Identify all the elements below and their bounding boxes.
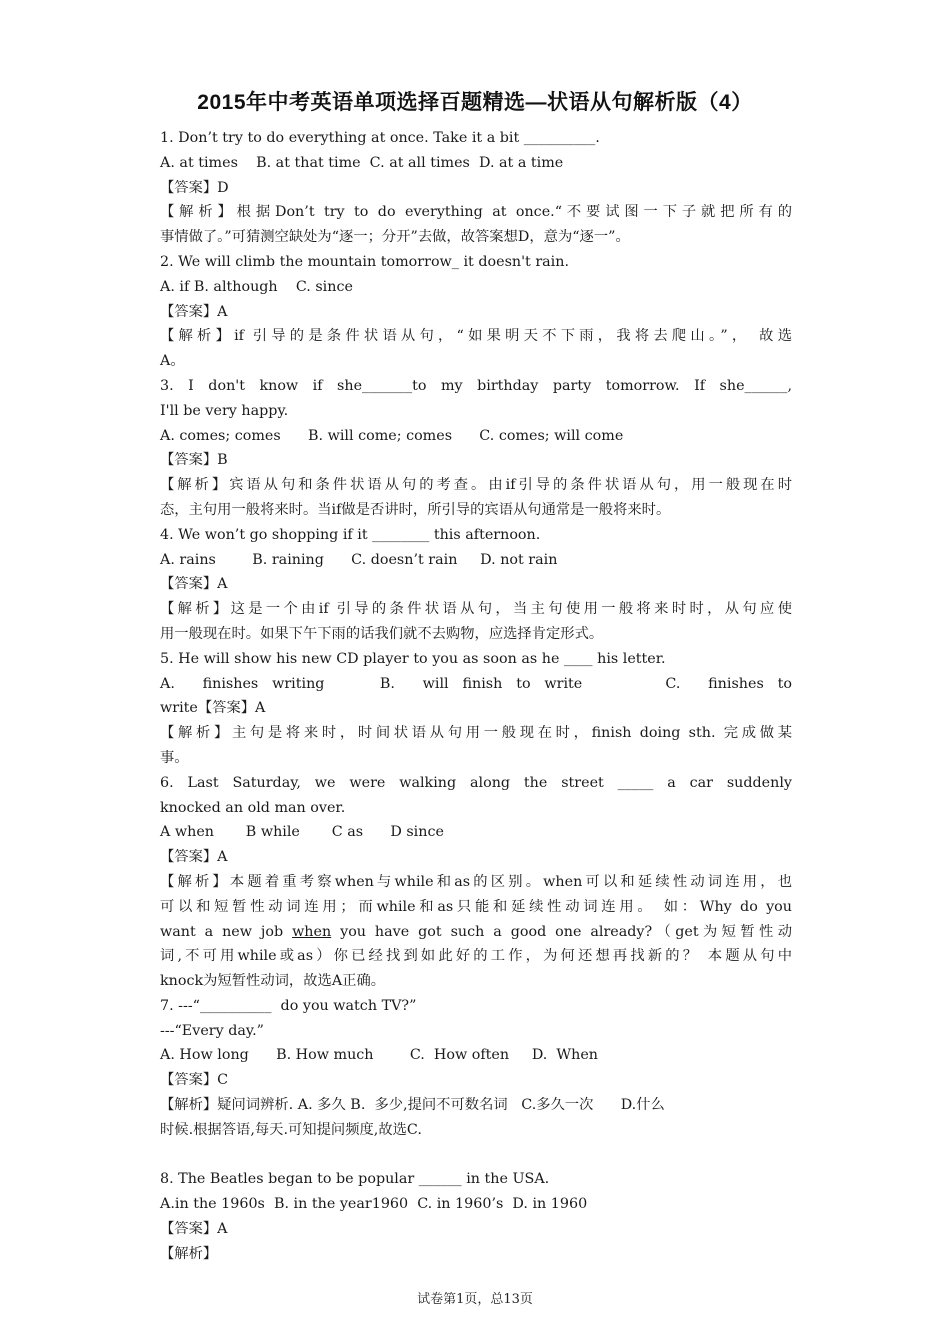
question-6-stem-line-2: knocked an old man over.	[160, 799, 346, 816]
question-5-options-line-2: write【答案】A	[160, 700, 266, 717]
spacer	[160, 1143, 792, 1168]
question-6-options: A when B while C as D since	[160, 824, 444, 841]
question-2-options: A. if B. although C. since	[160, 278, 353, 295]
question-4-options: A. rains B. raining C. doesn’t rain D. not rain	[160, 551, 558, 568]
question-1-analysis-line-2: 事情做了。”可猜测空缺处为“逐一；分开”去做，故答案想D，意为“逐一”。	[160, 229, 630, 246]
question-7-analysis-line-2: 时候.根据答语,每天.可知提问频度,故选C.	[160, 1121, 422, 1138]
analysis-text: you have got such a good one already?（get为短暂性动	[331, 923, 792, 940]
question-5-options-text: A. finishes writing B. will finish to write C. finishes to	[160, 675, 792, 692]
question-3-analysis-line-2: 态，主句用一般将来时。当if做是否讲时，所引导的宾语从句通常是一般将来时。	[160, 501, 671, 518]
question-3-analysis-line-1: 【解析】宾语从句和条件状语从句的考查。由if引导的条件状语从句，用一般现在时	[160, 477, 792, 494]
question-1-answer: 【答案】D	[160, 179, 229, 196]
question-8-analysis-line-1: 【解析】	[160, 1245, 218, 1262]
question-6-answer: 【答案】A	[160, 849, 228, 866]
question-6-analysis-line-5: knock为短暂性动词，故选A正确。	[160, 973, 386, 990]
question-7-analysis-line-1: 【解析】疑问词辨析. A. 多久 B. 多少,提问不可数名词 C.多久一次 D.什么	[160, 1097, 665, 1114]
question-5-options	[160, 672, 792, 697]
question-8-answer: 【答案】A	[160, 1221, 228, 1238]
question-1-stem: 1. Don’t try to do everything at once. Take it a bit __________.	[160, 130, 600, 146]
question-2-analysis-line-1: 【解析】if 引导的是条件状语从句，“如果明天不下雨，我将去爬山。”， 故选	[160, 328, 792, 345]
question-4-stem: 4. We won’t go shopping if it ________ this afternoon.	[160, 526, 541, 543]
page-footer: 试卷第1页，总13页	[417, 1292, 533, 1307]
question-8-options: A.in the 1960s B. in the year1960 C. in 1960’s D. in 1960	[160, 1196, 588, 1213]
question-7-options: A. How long B. How much C. How often D. When	[160, 1047, 598, 1064]
question-6-stem-line-1: 6. Last Saturday, we were walking along the street _____ a car suddenly	[160, 774, 792, 791]
document-title: 2015年中考英语单项选择百题精选—状语从句解析版（4）	[197, 91, 753, 114]
question-4-analysis-line-1: 【解析】这是一个由if 引导的条件状语从句，当主句使用一般将来时时，从句应使	[160, 601, 792, 618]
question-2-answer: 【答案】A	[160, 303, 228, 320]
question-5-analysis-line-2: 事。	[160, 749, 189, 766]
question-7-stem-line-1: 7. ---“__________ do you watch TV?”	[160, 997, 417, 1014]
question-7-answer: 【答案】C	[160, 1072, 229, 1089]
question-6-analysis-line-4: 词,不可用while或as）你已经找到如此好的工作，为何还想再找新的？ 本题从句中	[160, 948, 792, 965]
question-1-analysis-line-1: 【解析】根据Don’t try to do everything at once.“不要试图一下子就把所有的	[160, 204, 792, 221]
question-6-analysis-line-2: 可以和短暂性动词连用；而while和as只能和延续性动词连用。 如：Why do you	[160, 898, 792, 915]
analysis-text: want a new job	[160, 923, 293, 940]
question-2-stem: 2. We will climb the mountain tomorrow_ it doesn't rain.	[160, 253, 570, 270]
question-4-answer: 【答案】A	[160, 576, 228, 593]
question-2-analysis-line-2: A。	[160, 353, 185, 370]
question-list	[160, 126, 792, 1267]
question-3-stem-line-2: I'll be very happy.	[160, 402, 289, 419]
question-3-stem-line-1: 3. I don't know if she_______to my birthday party tomorrow. If she______,	[160, 377, 792, 394]
question-6-analysis-line-3	[160, 920, 792, 945]
question-1-options: A. at times B. at that time C. at all times D. at a time	[160, 154, 564, 171]
question-5-stem: 5. He will show his new CD player to you as soon as he ____ his letter.	[160, 650, 666, 667]
question-3-answer: 【答案】B	[160, 452, 228, 469]
underlined-word: when	[292, 923, 332, 940]
question-4-analysis-line-2: 用一般现在时。如果下午下雨的话我们就不去购物，应选择肯定形式。	[160, 625, 604, 642]
question-8-stem: 8. The Beatles began to be popular ______ in the USA.	[160, 1171, 550, 1188]
question-7-stem-line-2: ---“Every day.”	[160, 1022, 264, 1039]
question-6-analysis-line-1: 【解析】本题着重考察when与while和as的区别。when可以和延续性动词连用，也	[160, 873, 792, 890]
question-5-analysis-line-1: 【解析】主句是将来时，时间状语从句用一般现在时，finish doing sth. 完成做某	[160, 725, 792, 742]
question-3-options: A. comes; comes B. will come; comes C. comes; will come	[160, 427, 624, 444]
